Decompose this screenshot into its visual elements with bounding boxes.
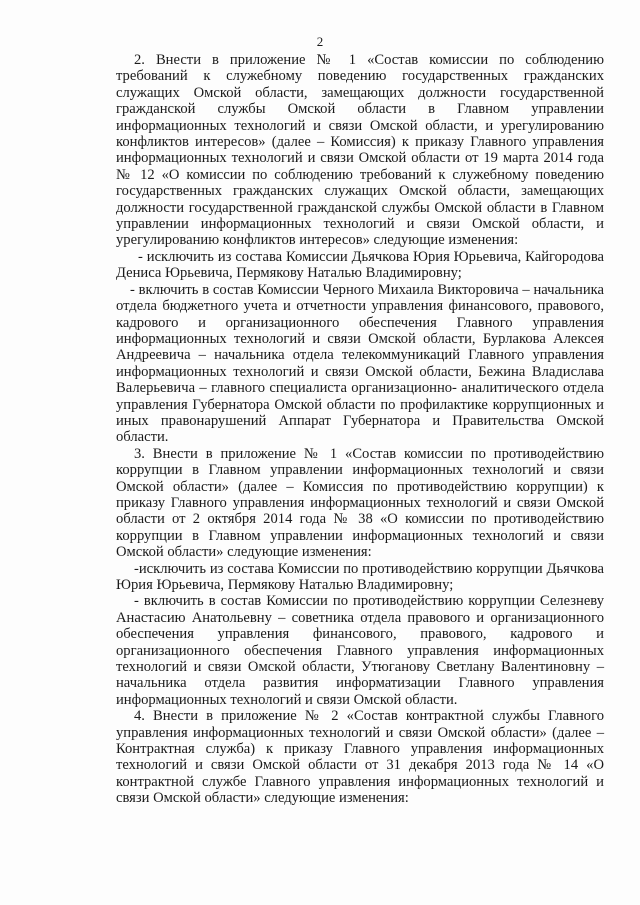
paragraph-item-2: 2. Внести в приложение № 1 «Состав комиссии по соблюдению требований к служебному поведению государственных гражданских служащих Омской области, замещающих должности государственной гражданской службы Омской области в Главном управлении информационных технологий и связи Омской области, и урегулированию конфликтов интересов» (далее – Комиссия) к приказу Главного управления информационных технологий и связи Омской области от 19 марта 2014 года № 12 «О комиссии по соблюдению требований к служебному поведению государственных гражданских служащих Омской области, замещающих должности государственной гражданской службы Омской области в Главном управлении информационных технологий и связи Омской области, и урегулированию конфликтов интересов» следующие изменения: bbox=[116, 52, 604, 249]
paragraph-include-commission: - включить в состав Комиссии Черного Михаила Викторовича – начальника отдела бюджетного учета и отчетности управления финансового, правового, кадрового и организационного обеспечения Главного управления информационных технологий и связи Омской области, Бурлакова Алексея Андреевича – начальника отдела телекоммуникаций Главного управления информационных технологий и связи Омской области, Бежина Владислава Валерьевича – главного специалиста организационно- аналитического отдела управления Губернатора Омской области по профилактике коррупционных и иных правонарушений Аппарат Губернатора и Правительства Омской области. bbox=[116, 281, 604, 446]
paragraph-exclude-anticorruption: -исключить из состава Комиссии по противодействию коррупции Дьячкова Юрия Юрьевича, Пермякову Наталью Владимировну; bbox=[116, 560, 604, 593]
paragraph-include-anticorruption: - включить в состав Комиссии по противодействию коррупции Селезневу Анастасию Анатольевну – советника отдела правового и организационного обеспечения управления финансового, правового, кадрового и организационного обеспечения Главного управления информационных технологий и связи Омской области, Утюганову Светлану Валентиновну – начальника отдела развития информатизации Главного управления информационных технологий и связи Омской области. bbox=[116, 593, 604, 708]
paragraph-item-4: 4. Внести в приложение № 2 «Состав контрактной службы Главного управления информационных технологий и связи Омской области» (далее – Контрактная служба) к приказу Главного управления информационных технологий и связи Омской области от 31 декабря 2013 года № 14 «О контрактной службе Главного управления информационных технологий и связи Омской области» следующие изменения: bbox=[116, 708, 604, 807]
paragraph-item-3: 3. Внести в приложение № 1 «Состав комиссии по противодействию коррупции в Главном управлении информационных технологий и связи Омской области» (далее – Комиссия по противодействию коррупции) к приказу Главного управления информационных технологий и связи Омской области от 2 октября 2014 года № 38 «О комиссии по противодействию коррупции в Главном управлении информационных технологий и связи Омской области» следующие изменения: bbox=[116, 445, 604, 561]
page-number: 2 bbox=[316, 34, 324, 49]
paragraph-exclude-commission: - исключить из состава Комиссии Дьячкова Юрия Юрьевича, Кайгородова Дениса Юрьевича, Пермякову Наталью Владимировну; bbox=[116, 248, 604, 282]
document-body bbox=[116, 52, 604, 807]
